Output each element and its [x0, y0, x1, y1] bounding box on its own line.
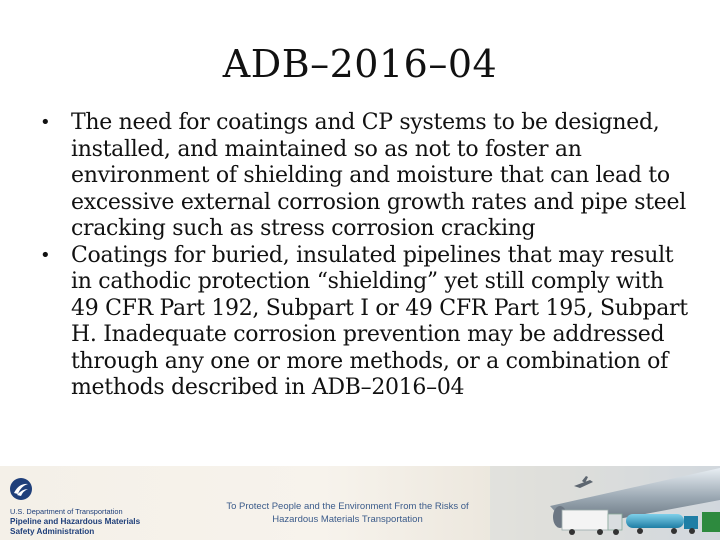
footer-tagline	[205, 501, 490, 526]
agency-name-line: Safety Administration	[10, 527, 95, 536]
bullet-item	[40, 243, 690, 402]
dot-logo-icon	[10, 478, 32, 500]
bullet-list	[40, 110, 690, 402]
transportation-scene-icon	[490, 466, 720, 540]
footer-banner	[0, 466, 720, 540]
bullet-text: Coatings for buried, insulated pipelines that may result in cathodic protection “shielding” yet still comply with 49 CFR Part 192, Subpart I or 49 CFR Part 195, Subpart H. Inadequate corrosion prevention may be addressed through any one or more methods, or a combination of methods described in ADB–2016–04	[71, 242, 688, 400]
tagline-line: To Protect People and the Environment From the Risks of	[226, 501, 469, 512]
slide-title: ADB–2016–04	[222, 42, 498, 86]
tagline-line: Hazardous Materials Transportation	[272, 513, 423, 525]
bullet-marker: •	[40, 244, 51, 266]
bullet-item	[40, 110, 690, 243]
bullet-text: The need for coatings and CP systems to be designed, installed, and maintained so as not to foster an environment of shielding and moisture that can lead to excessive external corrosion growth rates and pipe steel cracking such as stress corrosion cracking	[71, 110, 686, 241]
agency-name-line: Pipeline and Hazardous Materials	[10, 517, 141, 526]
bullet-marker: •	[40, 112, 51, 133]
agency-name	[10, 517, 140, 537]
department-name: U.S. Department of Transportation	[10, 507, 123, 516]
